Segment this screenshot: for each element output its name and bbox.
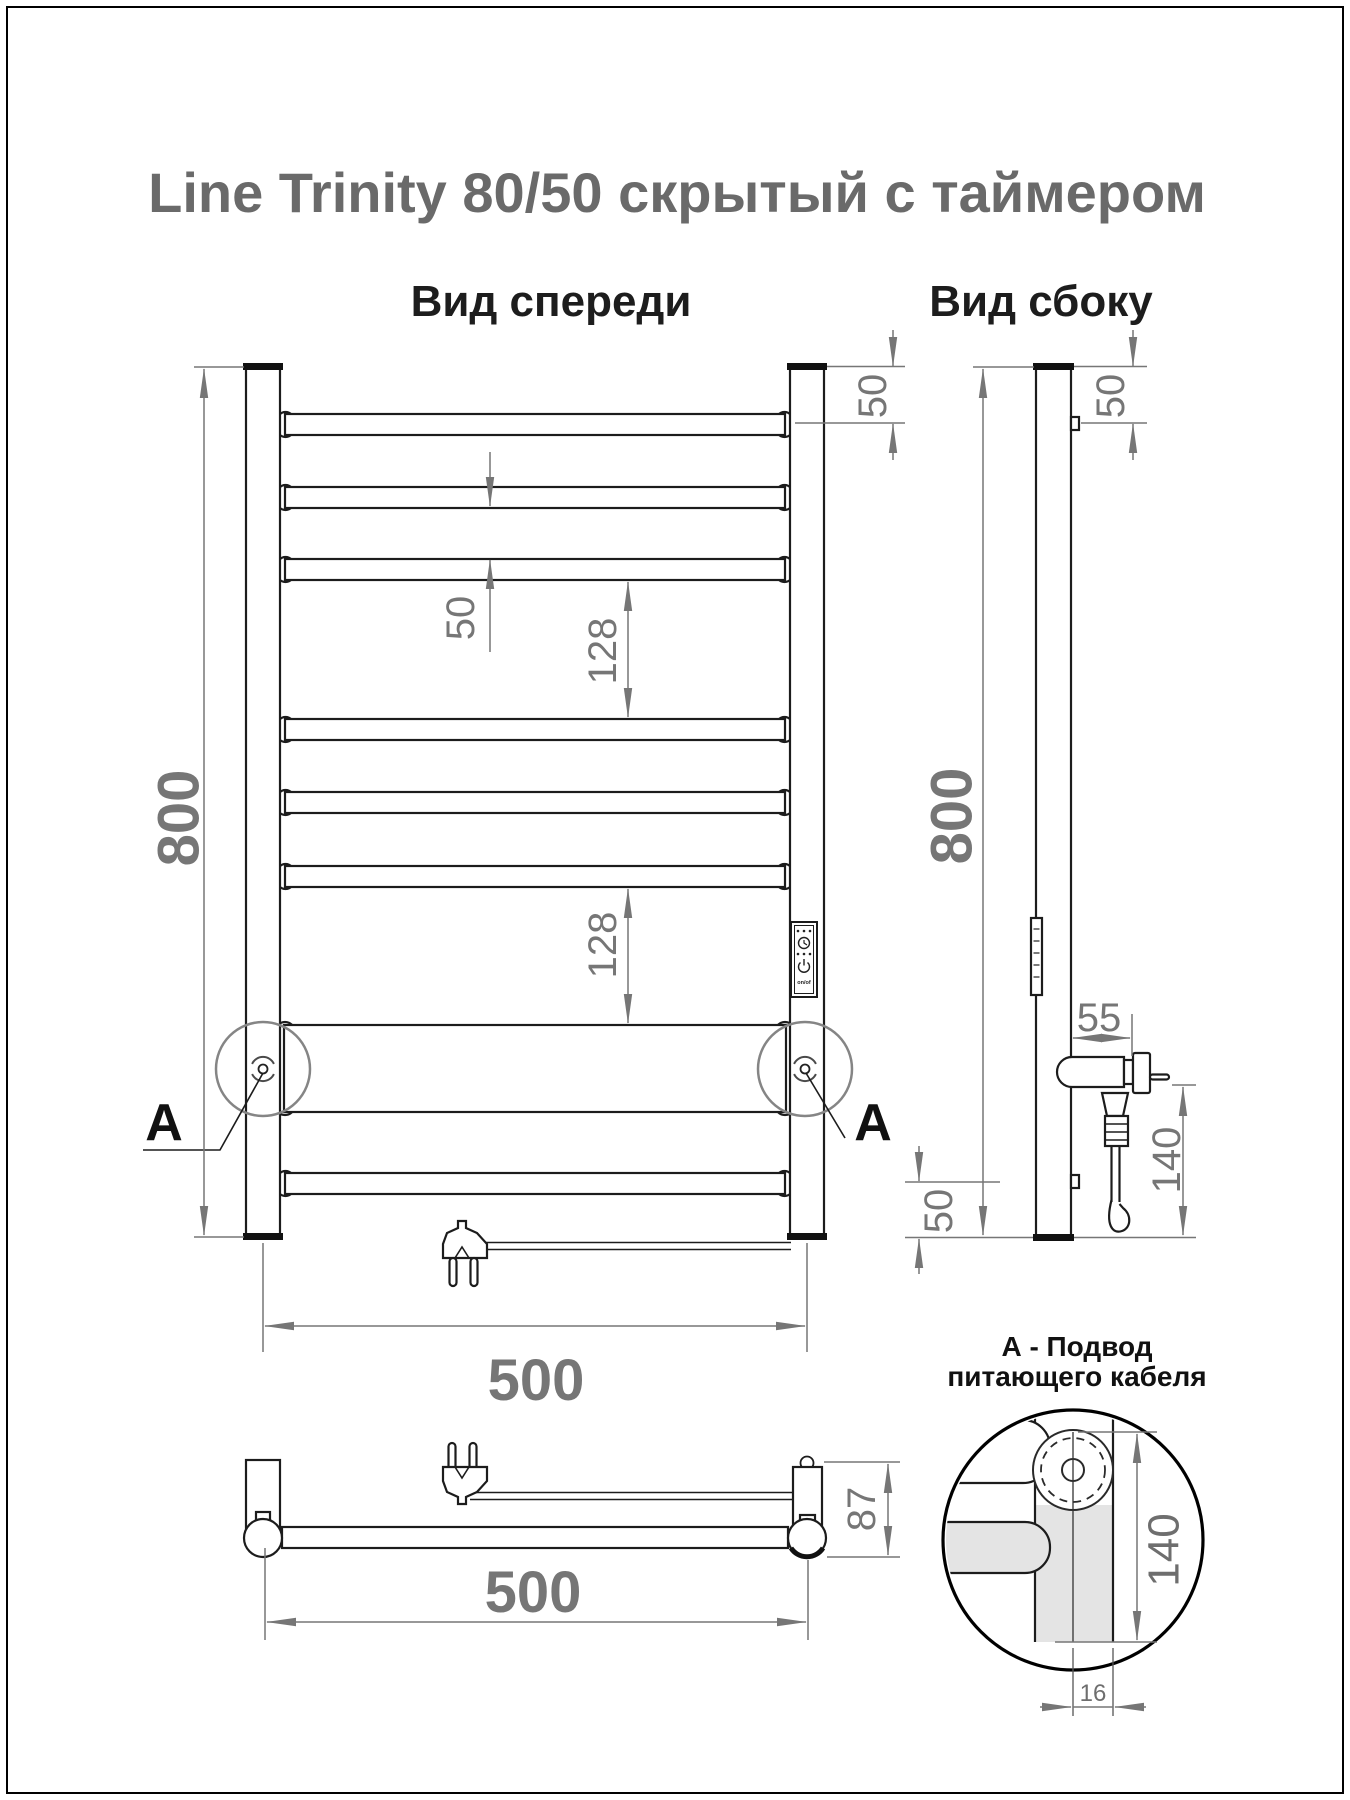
side-view-title: Вид сбоку xyxy=(929,277,1153,326)
bottom-width-dim: 500 xyxy=(484,1560,582,1625)
front-width-dim: 500 xyxy=(487,1348,585,1413)
bottom-view xyxy=(244,1443,900,1640)
bracket-arm xyxy=(1057,1057,1124,1087)
right-post-foot xyxy=(787,1233,827,1240)
detail-content xyxy=(900,1413,1113,1642)
left-post-foot xyxy=(243,1233,283,1240)
side-bracket-depth-dim: 55 xyxy=(1076,996,1122,1040)
timer-panel xyxy=(791,922,817,997)
front-spacing-lower-dim: 128 xyxy=(581,911,625,979)
right-post-cap xyxy=(787,363,827,370)
cable-hook-end xyxy=(1109,1200,1129,1232)
timer-dots-top xyxy=(797,930,812,933)
side-top-offset-dim: 50 xyxy=(1089,373,1133,419)
side-bottom-offset-dim: 50 xyxy=(917,1188,961,1234)
bottom-depth-dim: 87 xyxy=(840,1486,884,1532)
side-post xyxy=(1036,366,1071,1238)
detail-view xyxy=(900,1331,1207,1716)
front-plug-cable xyxy=(443,1221,791,1286)
side-view xyxy=(905,330,1196,1274)
left-post xyxy=(246,366,280,1238)
front-spacing-upper-dim: 128 xyxy=(581,617,625,685)
titles xyxy=(148,161,1206,326)
plug-pin xyxy=(1150,1075,1169,1080)
detail-offset-dim: 16 xyxy=(1079,1680,1107,1707)
front-view-title: Вид спереди xyxy=(410,277,692,326)
front-rungs xyxy=(275,412,795,1196)
timer-power-label: on/of xyxy=(797,980,811,986)
side-mount-lug-top xyxy=(1071,417,1079,430)
bottom-plug-cable xyxy=(443,1443,793,1504)
rung-6 xyxy=(285,866,785,887)
side-mount-lug-bottom xyxy=(1071,1175,1079,1188)
rung-8 xyxy=(285,1173,785,1194)
rung-5 xyxy=(285,792,785,813)
plug-body-side xyxy=(1133,1053,1150,1093)
front-view xyxy=(143,330,905,1413)
side-post-foot xyxy=(1033,1234,1074,1241)
rung-4 xyxy=(285,719,785,740)
side-plug-drop-dim: 140 xyxy=(1145,1126,1189,1194)
collector-tube xyxy=(275,1022,795,1115)
detail-title-line2: питающего кабеля xyxy=(947,1361,1207,1392)
right-post xyxy=(790,366,824,1238)
timer-dots-mid xyxy=(797,953,812,956)
detail-gland-drop-dim: 140 xyxy=(1139,1513,1189,1587)
detail-rung xyxy=(900,1420,1050,1483)
cable-connector xyxy=(1102,1093,1128,1116)
side-timer xyxy=(1031,918,1042,995)
front-height-dim: 800 xyxy=(146,769,212,867)
side-post-cap xyxy=(1033,363,1074,370)
rung-1 xyxy=(285,414,785,435)
detail-title-line1: А - Подвод xyxy=(1001,1331,1153,1362)
front-top-offset-dim: 50 xyxy=(851,373,895,419)
front-rung-gap-dim: 50 xyxy=(439,595,483,641)
rung-3 xyxy=(285,559,785,580)
side-height-dim: 800 xyxy=(919,767,985,865)
bottom-bar xyxy=(282,1527,788,1548)
bottom-post-circle-left xyxy=(244,1519,282,1557)
page-title: Line Trinity 80/50 скрытый с таймером xyxy=(148,161,1206,224)
rung-2 xyxy=(285,487,785,508)
callout-label-right: А xyxy=(854,1094,892,1152)
callout-label-left: А xyxy=(145,1094,183,1152)
detail-collector xyxy=(900,1522,1050,1573)
left-post-cap xyxy=(243,363,283,370)
cable-strain-relief xyxy=(1105,1116,1128,1146)
